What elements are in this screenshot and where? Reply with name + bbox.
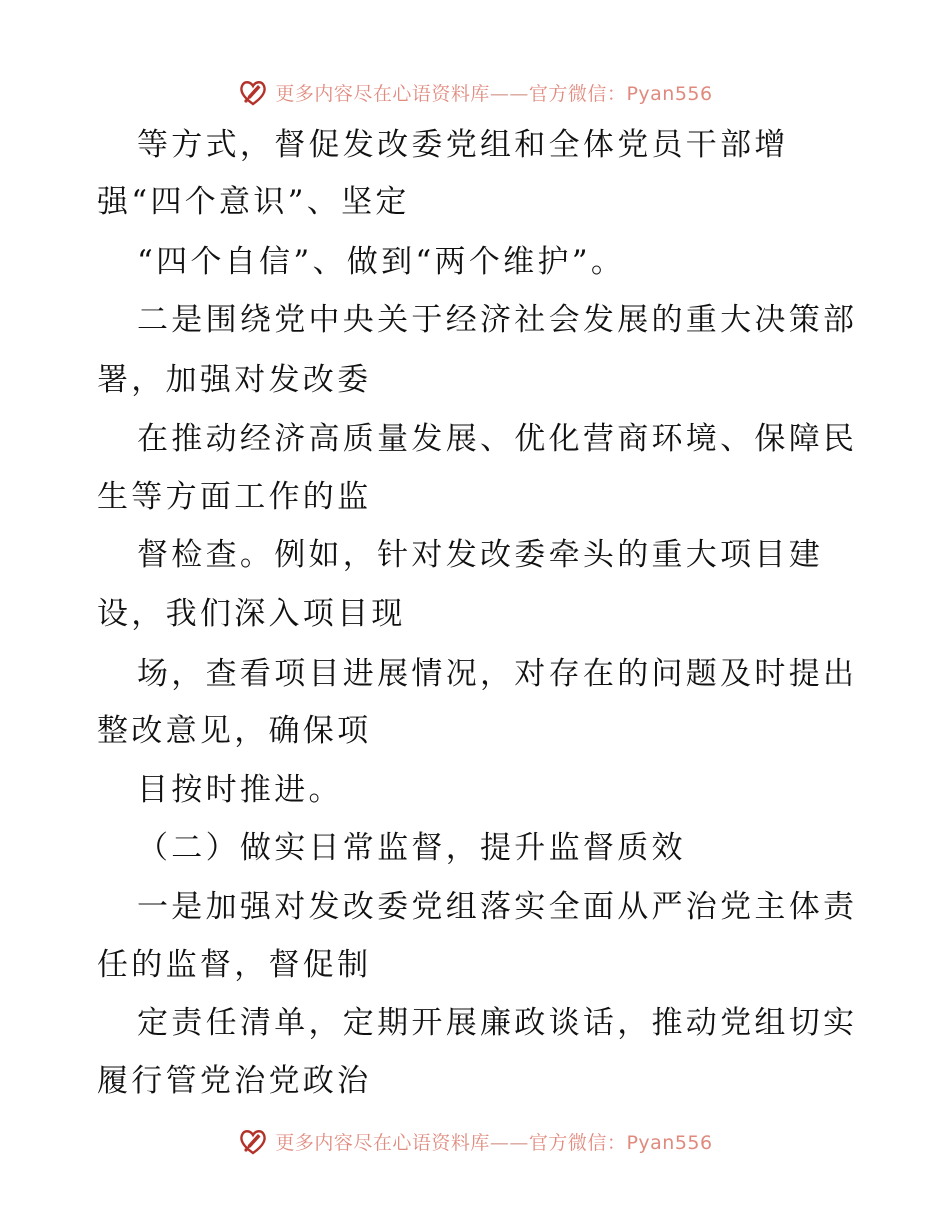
body-line-12: 目按时推进。 xyxy=(137,772,343,808)
body-line-17: 履行管党治党政治 xyxy=(97,1063,372,1099)
header-watermark xyxy=(0,72,950,112)
body-line-16: 定责任清单，定期开展廉政谈话，推动党组切实 xyxy=(137,1005,858,1041)
body-line-9: 设，我们深入项目现 xyxy=(97,596,406,632)
body-line-15: 任的监督，督促制 xyxy=(97,947,372,983)
body-line-14: 一是加强对发改委党组落实全面从严治党主体责 xyxy=(137,889,858,925)
heart-pen-logo-icon xyxy=(237,76,269,108)
body-line-11: 整改意见，确保项 xyxy=(97,713,372,749)
body-line-2: 强“四个意识”、坚定 xyxy=(97,184,410,220)
body-line-7: 生等方面工作的监 xyxy=(97,479,372,515)
watermark-text: 更多内容尽在心语资料库——官方微信：Pyan556 xyxy=(275,82,713,105)
footer-watermark xyxy=(0,1121,950,1161)
body-line-4: 二是围绕党中央关于经济社会发展的重大决策部 xyxy=(137,302,858,338)
body-line-8: 督检查。例如，针对发改委牵头的重大项目建 xyxy=(137,537,823,573)
section-heading: （二）做实日常监督，提升监督质效 xyxy=(137,830,686,866)
watermark-text: 更多内容尽在心语资料库——官方微信：Pyan556 xyxy=(275,1131,713,1154)
body-line-5: 署，加强对发改委 xyxy=(97,362,372,398)
body-line-1: 等方式，督促发改委党组和全体党员干部增 xyxy=(137,127,789,163)
body-line-6: 在推动经济高质量发展、优化营商环境、保障民 xyxy=(137,421,858,457)
heart-pen-logo-icon xyxy=(237,1125,269,1157)
body-line-10: 场，查看项目进展情况，对存在的问题及时提出 xyxy=(137,656,858,692)
body-line-3: “四个自信”、做到“两个维护”。 xyxy=(137,244,626,280)
